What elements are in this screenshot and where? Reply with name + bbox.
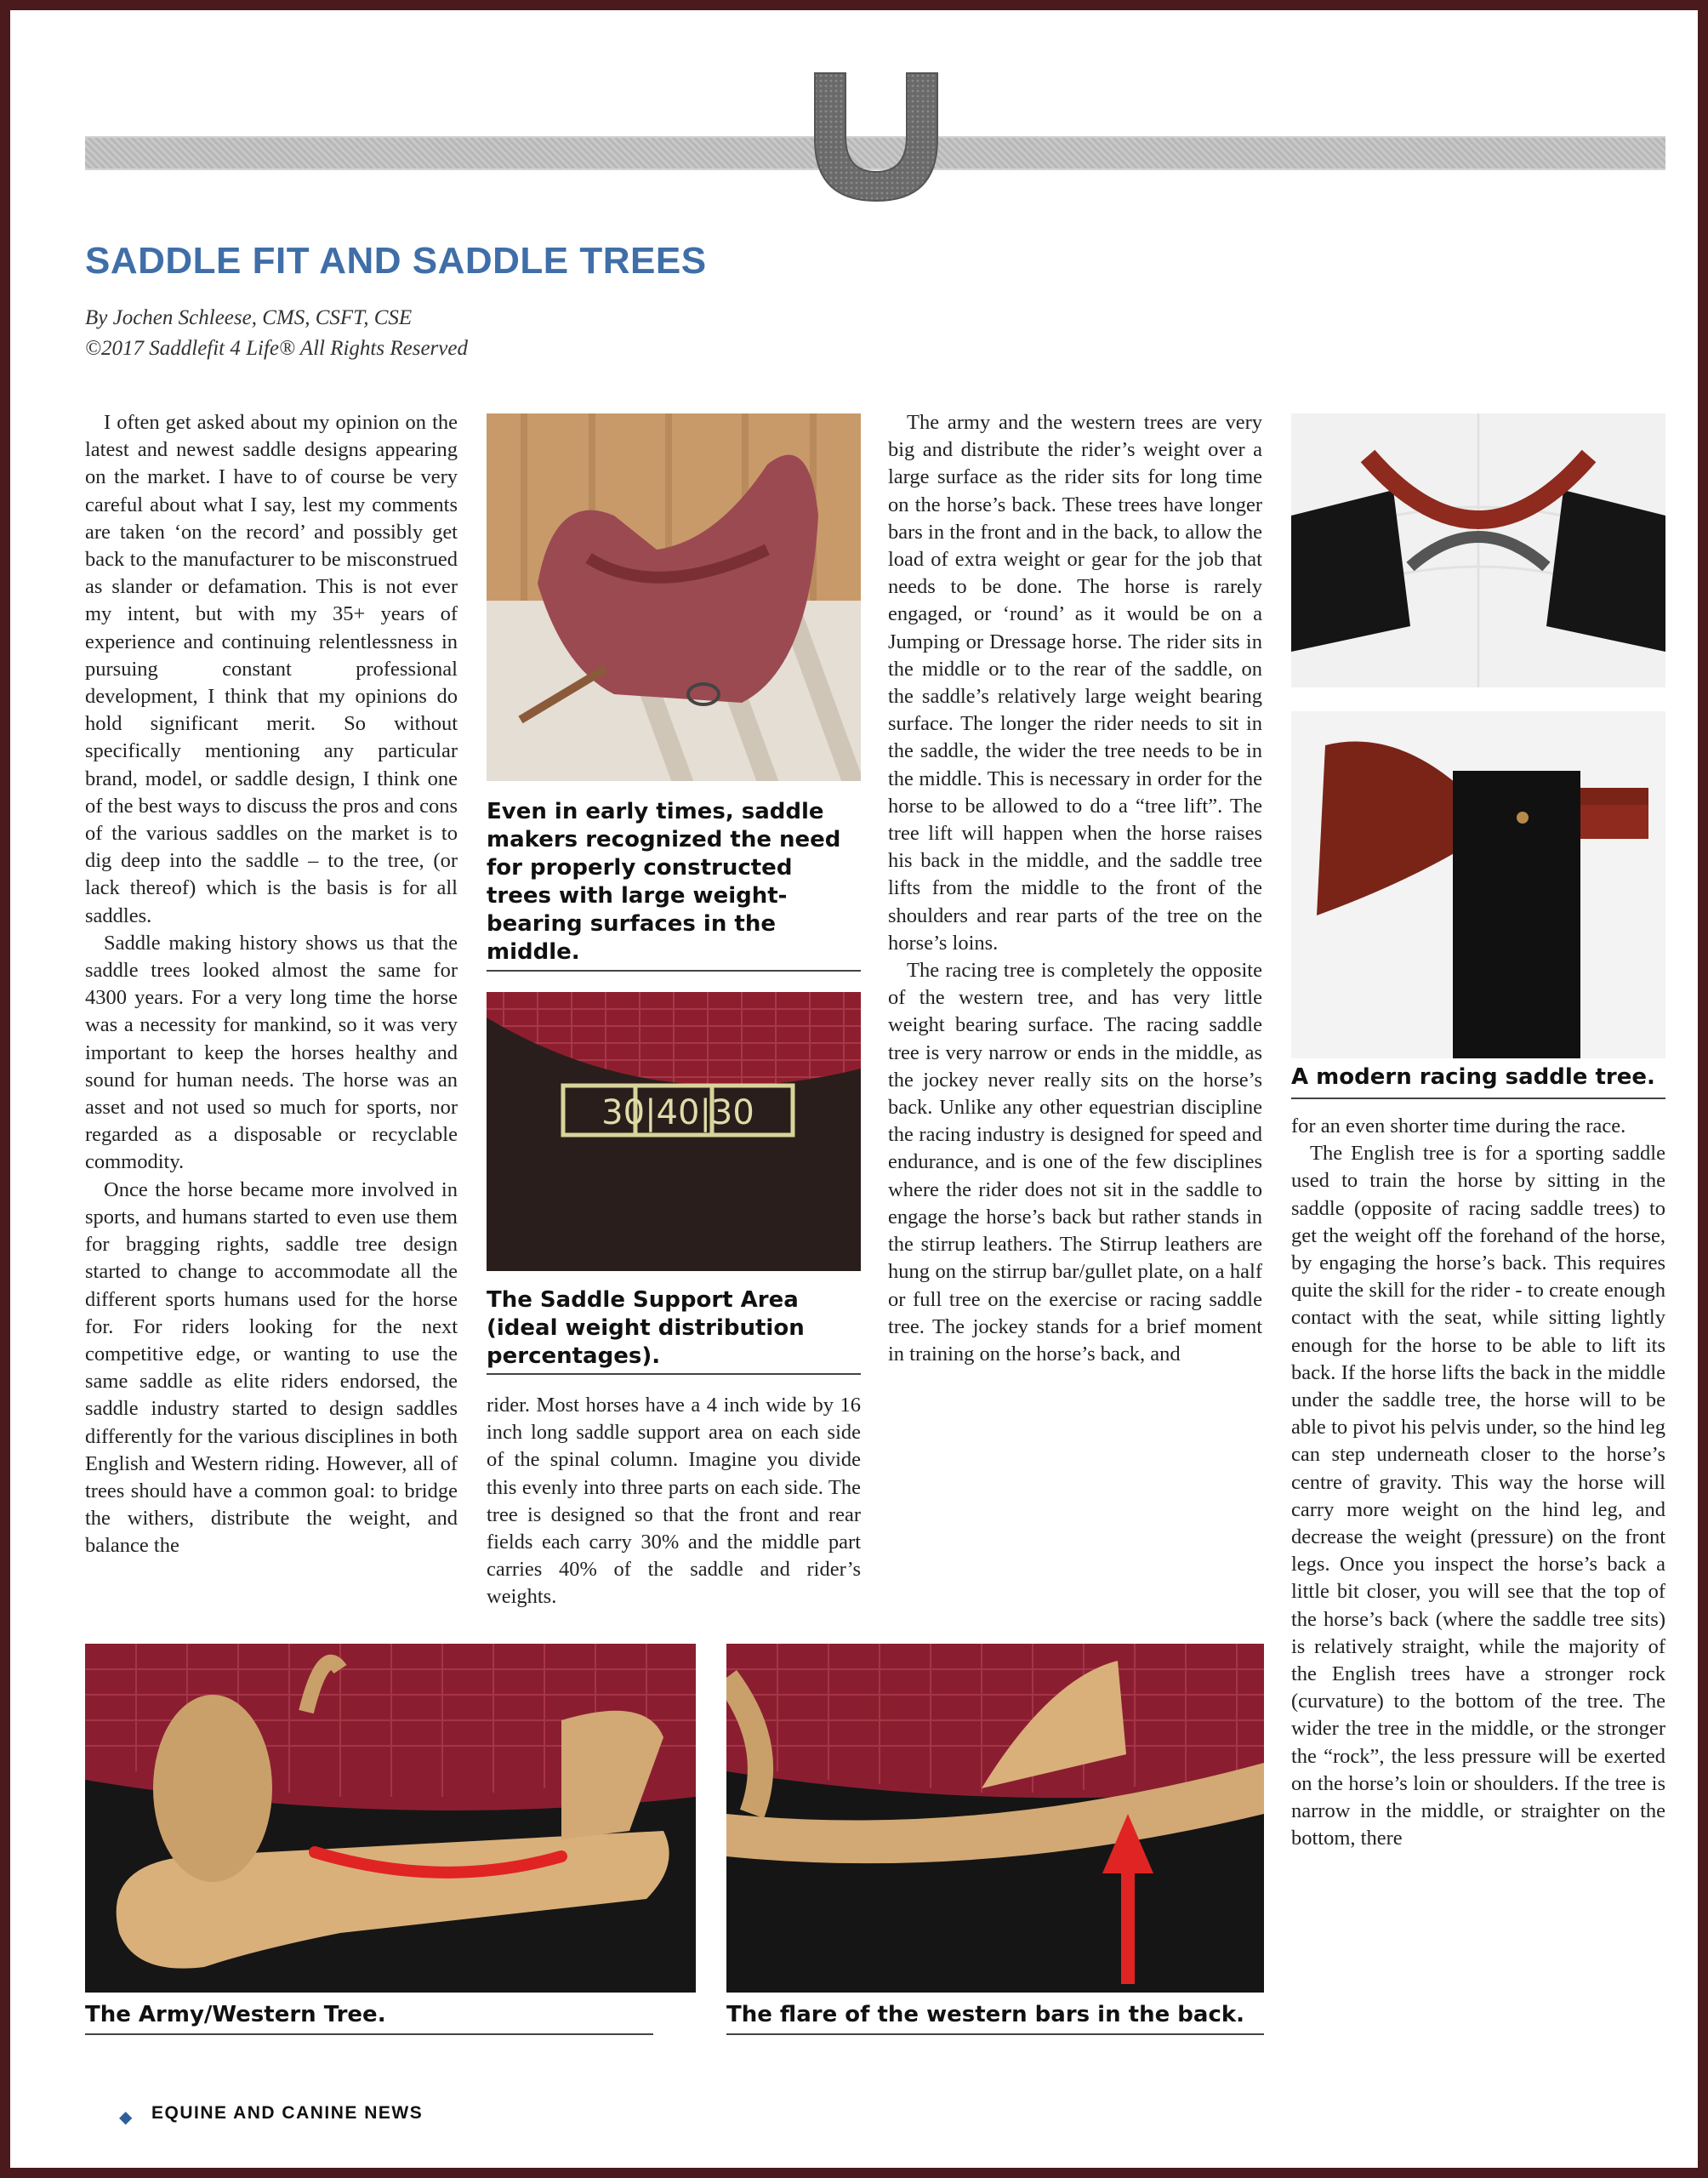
caption-western-bars-flare: The flare of the western bars in the back. (726, 2002, 1245, 2027)
caption-antique-saddle: Even in early times, saddle makers recognized the need for properly constructed trees with large weight-bearing surfaces in the middle. (487, 799, 841, 965)
col1-paragraph-2: Saddle making history shows us that the saddle trees looked almost the same for 4300 years. For a very long time the horse was a necessity for mankind, so it was very important to keep the horses healthy and sound for human needs. The horse was an asset and not used so much for sports, nor regarded as a disposable or recyclable commodity. (85, 931, 458, 1174)
article-title: SADDLE FIT AND SADDLE TREES (85, 240, 707, 282)
horseshoe-icon (808, 68, 944, 204)
column-2-text (487, 1392, 861, 1611)
col4-paragraph-2: The English tree is for a sporting saddle used to train the horse by sitting in the saddle (opposite of racing saddle trees) to get the weight off the forehand of the horse, by engaging the horse’s back. This requires quite the skill for the rider - to create enough contact with the seat, while sitting lightly enough for the horse to be able to lift its back. If the horse lifts the back in the middle under the saddle tree, the horse will to be able to pivot his pelvis under, so the hind leg can step underneath closer to the horse’s centre of gravity. This way the horse will carry more weight on the hind leg, and decrease the weight (pressure) on the front legs. Once you inspect the horse’s back a little bit closer, you will see that the top of the horse’s back (where the saddle tree sits) is relatively straight, while the majority of the English trees have a stronger rock (curvature) to the bottom of the tree. The wider the tree in the middle, or the stronger the “rock”, the less pressure will be exerted on the horse’s loin or shoulders. If the tree is narrow in the middle, or straighter on the bottom, there (1291, 1142, 1665, 1850)
caption-rule (85, 2033, 653, 2035)
col3-paragraph-1: The army and the western trees are very big and distribute the rider’s weight over a large surface as the rider sits for long time on the horse’s back. These trees have longer bars in the front and in the back, to allow the load of extra weight or gear for the job that needs to be done. The horse is rarely engaged, or ‘round’ as it would be on a Jumping or Dressage horse. The rider sits in the middle or to the rear of the saddle, on the saddle’s relatively large weight bearing surface. The longer the rider needs to sit in the saddle, the wider the tree needs to be in the middle. This is necessary in order for the horse to be allowed to do a “tree lift”. The tree lift will happen when the horse raises his back in the middle, and the saddle tree lifts from the middle to the front of the shoulders and rear parts of the tree on the horse’s loins. (888, 411, 1262, 955)
photo-antique-saddle (487, 413, 861, 781)
photo-army-western-tree (85, 1644, 696, 1993)
col2-paragraph-1: rider. Most horses have a 4 inch wide by 16 inch long saddle support area on each side of the spinal column. Imagine you divide this evenly into three parts on each side. The tree is designed so that the front and rear fields each carry 30% and the middle part carries 40% of the saddle and rider’s weights. (487, 1394, 861, 1609)
photo-racing-tree-side (1291, 711, 1665, 1058)
chalk-label: 30|40|30 (601, 1093, 754, 1132)
photo-racing-tree-top (1291, 413, 1665, 687)
col1-paragraph-3: Once the horse became more involved in sports, and humans started to even use them for bragging rights, saddle tree design started to change to accommodate all the different sports humans used for the horse for. For riders looking for the next competitive edge, or wanting to use the same saddle as elite riders endorsed, the saddle industry started to design saddles differently for the various disciplines in both English and Western riding. However, all of trees should have a common goal: to bridge the withers, distribute the weight, and balance the (85, 1177, 458, 1558)
col3-paragraph-2: The racing tree is completely the opposite of the western tree, and has very little weight bearing surface. The racing saddle tree is very narrow or ends in the middle, as the jockey never really sits on the horse’s back. Unlike any other equestrian discipline the racing industry is designed for speed and endurance, and is one of the few disciplines where the rider does not sit in the saddle to engage the horse’s back but rather stands in the stirrup leathers. The Stirrup leathers are hung on the stirrup bar/gullet plate, on a half or full tree on the exercise or racing saddle tree. The jockey stands for a brief moment in training on the horse’s back, and (888, 959, 1262, 1366)
byline-copyright: ©2017 Saddlefit 4 Life® All Rights Reserved (85, 337, 468, 360)
caption-rule (1291, 1098, 1665, 1099)
caption-racing-tree: A modern racing saddle tree. (1291, 1064, 1655, 1090)
column-1 (85, 409, 458, 1560)
col4-paragraph-1: for an even shorter time during the race. (1291, 1115, 1626, 1137)
caption-rule (487, 1373, 861, 1375)
byline (85, 303, 468, 364)
footer-publication: EQUINE AND CANINE NEWS (151, 2103, 424, 2123)
byline-author: By Jochen Schleese, CMS, CSFT, CSE (85, 306, 413, 329)
column-3 (888, 409, 1262, 1368)
caption-rule (726, 2033, 1264, 2035)
caption-support-area: The Saddle Support Area (ideal weight distribution percentages). (487, 1287, 805, 1369)
caption-army-western-tree: The Army/Western Tree. (85, 2002, 386, 2027)
column-4-text (1291, 1113, 1665, 1852)
caption-rule (487, 970, 861, 972)
photo-saddle-support-area (487, 992, 861, 1271)
diamond-icon: ◆ (119, 2107, 133, 2127)
col1-paragraph-1: I often get asked about my opinion on the latest and newest saddle designs appearing on the market. I have to of course be very careful about what I say, lest my comments are taken ‘on the record’ and possibly get back to the manufacturer to be misconstrued as slander or defamation. This is not ever my intent, but with my 35+ years of experience and continuing relentlessness in pursuing constant professional development, I think that my opinions do hold significant merit. So without specifically mentioning any particular brand, model, or saddle design, I think one of the best ways to discuss the pros and cons of the various saddles on the market is to dig deep into the saddle – to the tree, (or lack thereof) which is the basis is for all saddles. (85, 411, 458, 927)
photo-western-bars-flare (726, 1644, 1264, 1993)
